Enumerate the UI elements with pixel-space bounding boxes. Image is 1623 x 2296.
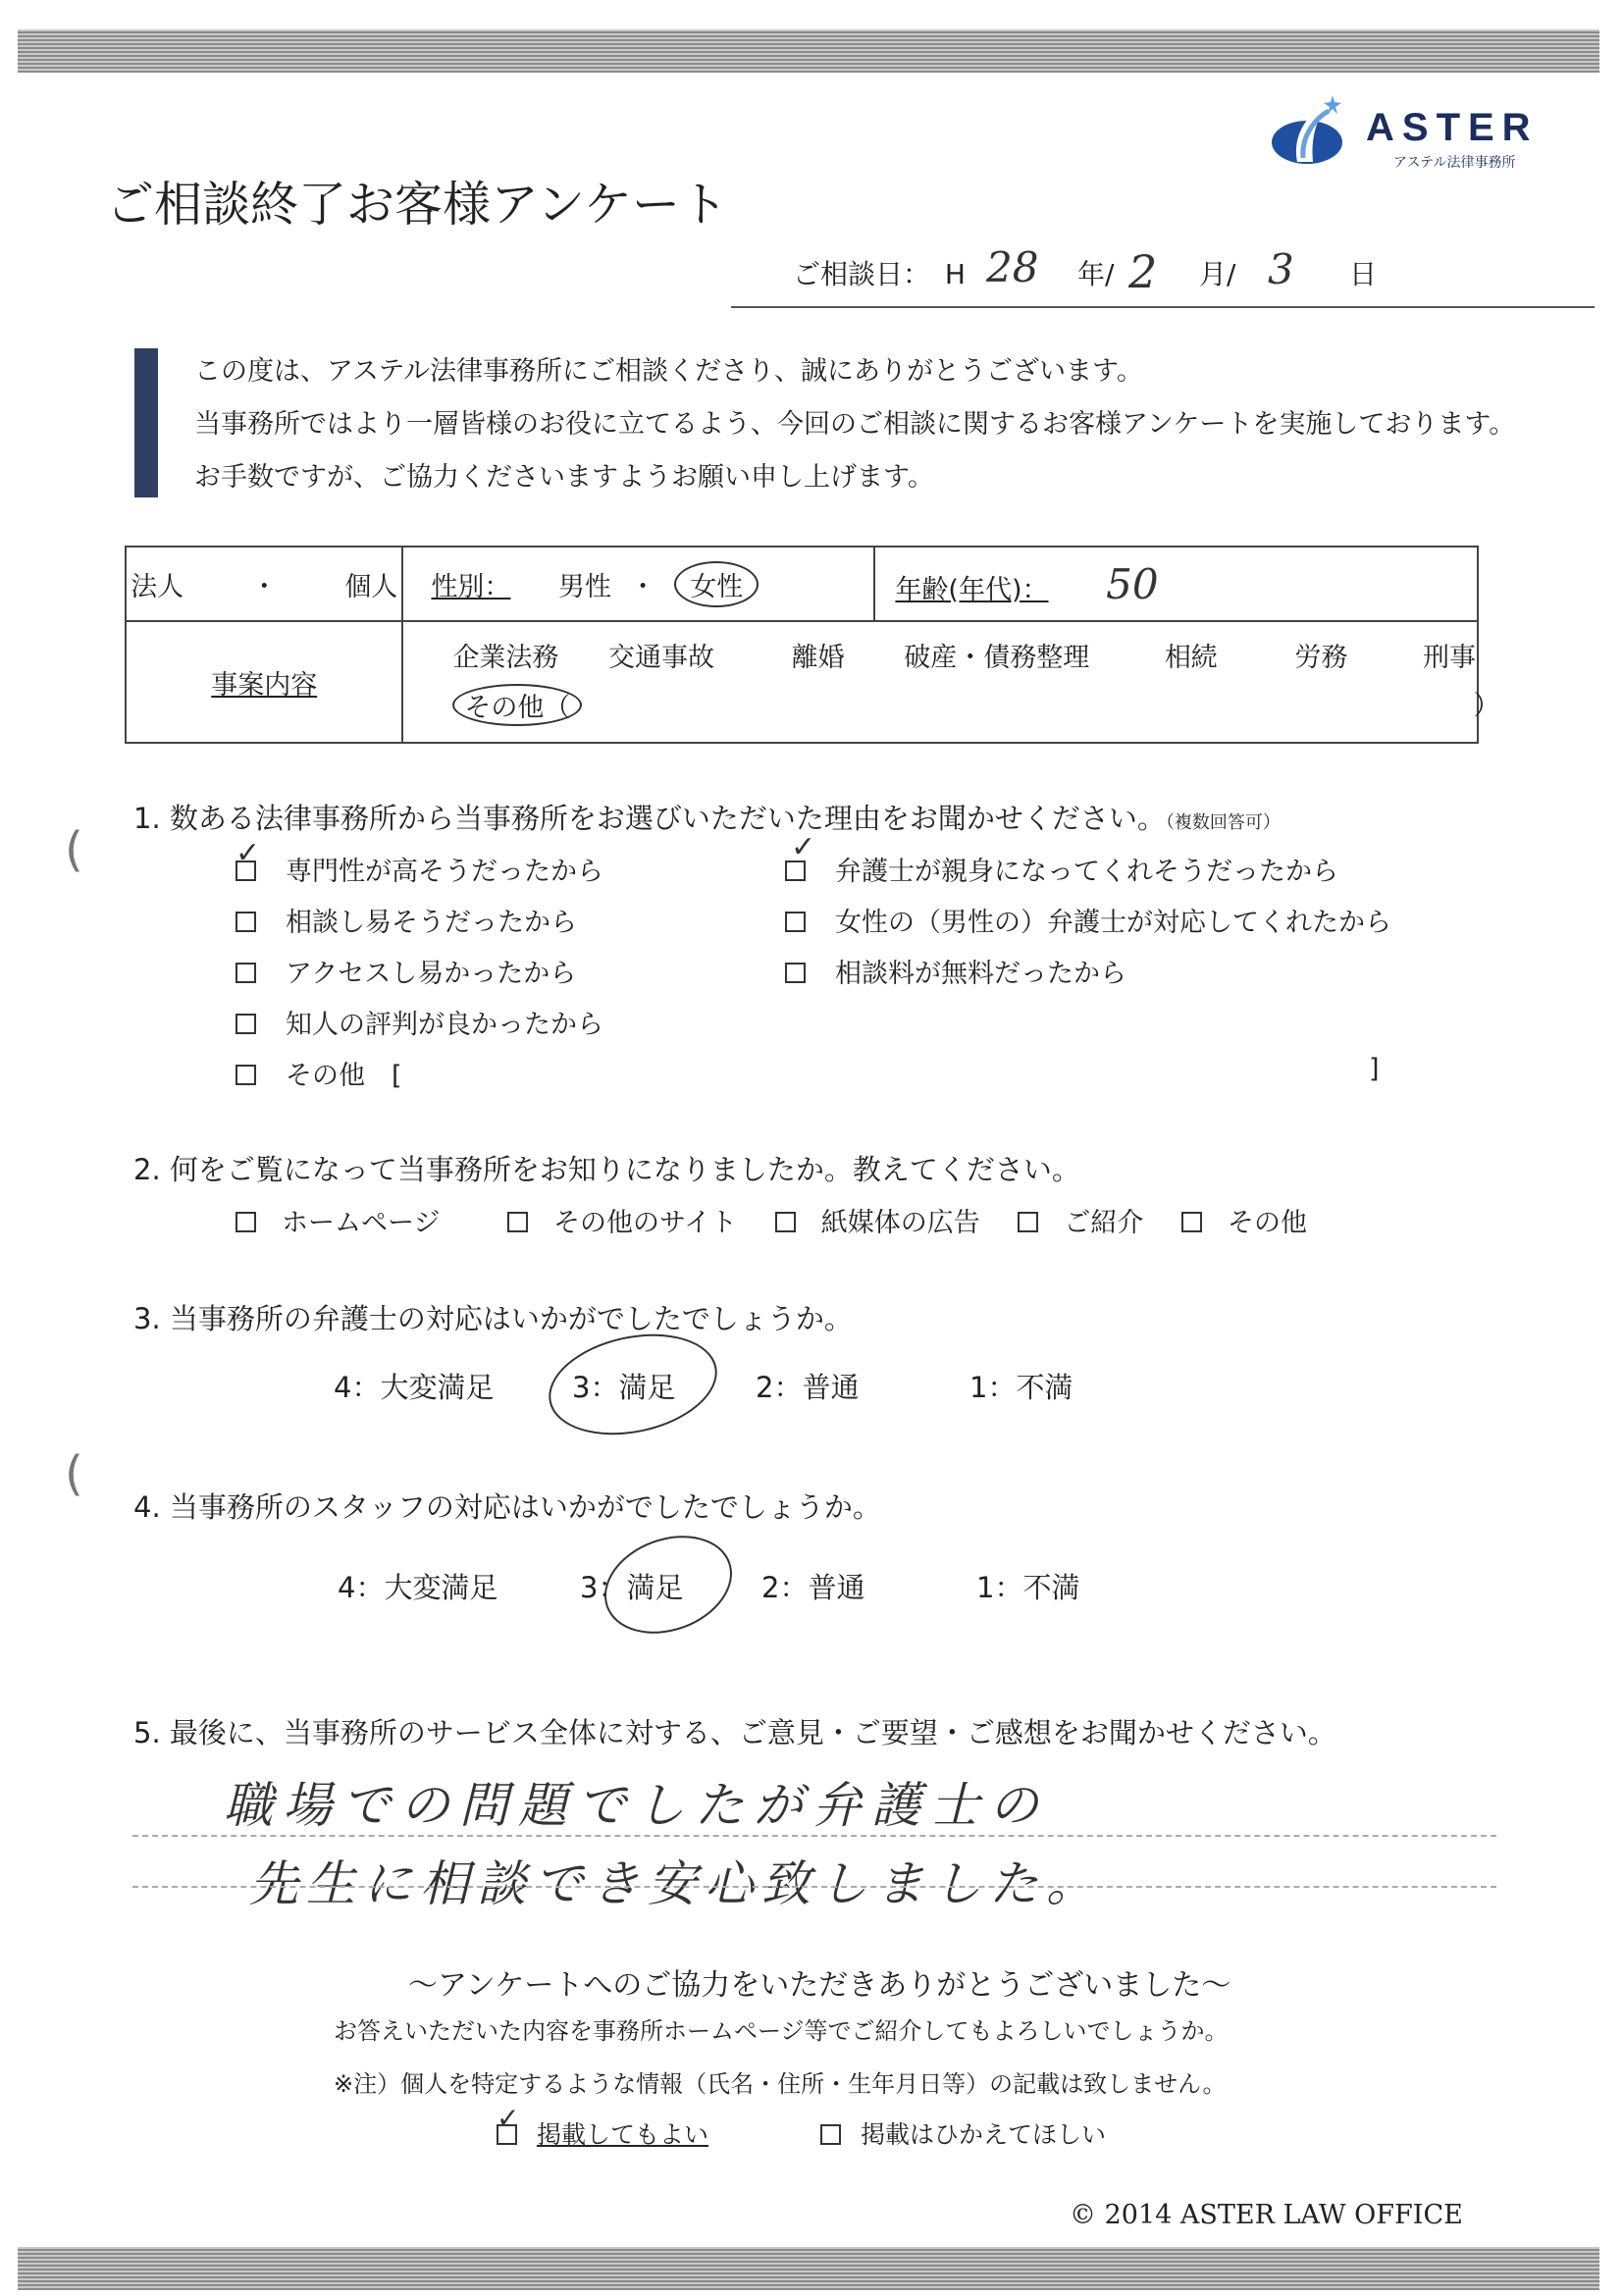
case-other-row — [452, 684, 1500, 726]
case-label: 事案内容 — [211, 669, 318, 701]
q1-option-caring[interactable]: 弁護士が親身になってくれそうだったから — [785, 850, 1338, 888]
checkbox-icon[interactable] — [236, 1065, 256, 1085]
day-unit: 日 — [1349, 258, 1378, 290]
case-type-bankruptcy[interactable]: 破産・債務整理 — [904, 643, 1090, 673]
publish-ok-option[interactable]: 掲載してもよい — [497, 2115, 708, 2151]
case-types-cell — [402, 621, 1500, 743]
case-type-traffic[interactable]: 交通事故 — [608, 643, 715, 673]
case-type-other[interactable]: その他（ — [452, 684, 582, 726]
month-value: 2 — [1128, 245, 1158, 298]
profile-table — [125, 546, 1500, 744]
date-label: ご相談日： — [793, 258, 931, 290]
individual-option[interactable]: 個人 — [344, 571, 398, 602]
punch-hole-mark: ( — [65, 1446, 83, 1501]
top-stripe — [18, 29, 1599, 73]
q2-option-homepage[interactable]: ホームページ — [282, 1208, 441, 1238]
privacy-note: ※注）個人を特定するような情報（氏名・住所・生年月日等）の記載は致しません。 — [334, 2070, 1227, 2098]
case-type-criminal[interactable]: 刑事 — [1423, 643, 1476, 673]
copyright: © 2014 ASTER LAW OFFICE — [1070, 2200, 1463, 2230]
male-option[interactable]: 男性 — [558, 571, 612, 602]
answer-line-divider — [132, 1835, 1496, 1837]
q5-answer-line-2: 先生に相談でき安心致しました。 — [249, 1855, 1103, 1912]
female-option[interactable]: 女性 — [674, 561, 759, 607]
q2-option-other[interactable]: その他 — [1227, 1208, 1307, 1238]
punch-hole-mark: ( — [65, 822, 83, 877]
checkbox-icon[interactable] — [775, 1212, 796, 1232]
era: H — [944, 258, 966, 290]
aster-logo-icon — [1268, 93, 1350, 172]
case-type-row — [452, 636, 1476, 674]
case-type-corporate[interactable]: 企業法務 — [452, 643, 559, 673]
q4-selected-circle — [591, 1519, 746, 1650]
check-mark-icon: ✓ — [497, 2102, 520, 2134]
intro-line-1: この度は、アステル法律事務所にご相談くださり、誠にありがとうございます。 — [194, 356, 1143, 387]
publish-ng-option[interactable]: 掲載はひかえてほしい — [820, 2115, 1106, 2151]
checkbox-icon[interactable] — [820, 2124, 841, 2145]
checkbox-icon[interactable] — [785, 963, 806, 983]
q5-title: 5. 最後に、当事務所のサービス全体に対する、ご意見・ご要望・ご感想をお聞かせください。 — [133, 1716, 1336, 1749]
q2-option-other-site[interactable]: その他のサイト — [553, 1208, 738, 1238]
intro-bar — [134, 348, 158, 497]
q4-title: 4. 当事務所のスタッフの対応はいかがでしたでしょうか。 — [133, 1490, 881, 1524]
publish-question: お答えいただいた内容を事務所ホームページ等でご紹介してもよろしいでしょうか。 — [334, 2017, 1229, 2045]
case-type-labor[interactable]: 労務 — [1294, 643, 1348, 673]
logo-name: ASTER — [1366, 106, 1539, 149]
bottom-stripe — [18, 2247, 1599, 2290]
checkbox-icon[interactable] — [507, 1212, 528, 1232]
q1-option-expertise[interactable]: 専門性が高そうだったから — [236, 850, 603, 888]
checkbox-icon[interactable] — [1018, 1212, 1038, 1232]
q4-rating-4[interactable]: 4：大変満足 — [338, 1571, 498, 1604]
q2-options — [236, 1201, 1307, 1239]
corporate-option[interactable]: 法人 — [131, 571, 184, 602]
checkbox-icon[interactable] — [1181, 1212, 1202, 1232]
q3-rating-3[interactable]: 3：満足 — [572, 1371, 676, 1404]
case-type-divorce[interactable]: 離婚 — [791, 643, 845, 673]
checkbox-icon[interactable] — [236, 1014, 256, 1034]
page-title: ご相談終了お客様アンケート — [106, 177, 729, 233]
q1-option-easy-consult[interactable]: 相談し易そうだったから — [236, 901, 577, 939]
q1-note: （複数回答可） — [1165, 812, 1281, 833]
q1-option-reputation[interactable]: 知人の評判が良かったから — [236, 1003, 603, 1041]
q1-option-access[interactable]: アクセスし易かったから — [236, 952, 576, 990]
case-other-close: ） — [1473, 691, 1500, 721]
month-unit: 月/ — [1199, 258, 1236, 290]
intro-line-3: お手数ですが、ご協力くださいますようお願い申し上げます。 — [194, 462, 934, 493]
year-unit: 年/ — [1077, 258, 1115, 290]
q1-option-free[interactable]: 相談料が無料だったから — [785, 952, 1126, 990]
date-underline — [731, 306, 1595, 308]
q1-option-gender-lawyer[interactable]: 女性の（男性の）弁護士が対応してくれたから — [785, 901, 1391, 939]
q3-rating-2[interactable]: 2：普通 — [756, 1371, 860, 1404]
q5-answer-line-1: 職場での問題でしたが弁護士の — [224, 1777, 1048, 1834]
answer-line-divider — [132, 1886, 1496, 1888]
q2-option-print-ad[interactable]: 紙媒体の広告 — [820, 1208, 980, 1238]
entity-separator: ・ — [250, 571, 278, 602]
q2-option-referral[interactable]: ご紹介 — [1064, 1208, 1144, 1238]
q4-rating-3[interactable]: 3：満足 — [580, 1571, 684, 1604]
thanks-message: ～アンケートへのご協力をいただきありがとうございました～ — [408, 1968, 1231, 2003]
q1-title — [133, 797, 1281, 837]
q4-rating-2[interactable]: 2：普通 — [761, 1571, 865, 1604]
gender-separator: ・ — [629, 571, 656, 602]
q1-option-other[interactable]: その他 [ — [236, 1054, 402, 1092]
check-mark-icon: ✓ — [236, 836, 261, 870]
checkbox-icon[interactable] — [236, 912, 256, 932]
checkbox-icon[interactable] — [785, 912, 806, 932]
day-value: 3 — [1268, 245, 1294, 293]
q3-selected-circle — [540, 1320, 727, 1449]
case-type-inheritance[interactable]: 相続 — [1164, 643, 1218, 673]
q2-title: 2. 何をご覧になって当事務所をお知りになりましたか。教えてください。 — [133, 1153, 1080, 1186]
age-label: 年齢(年代)： — [895, 574, 1049, 605]
checkbox-icon[interactable] — [236, 1212, 256, 1232]
intro-line-2: 当事務所ではより一層皆様のお役に立てるよう、今回のご相談に関するお客様アンケートを実施しております。 — [194, 409, 1516, 440]
gender-label: 性別： — [431, 571, 511, 602]
year-value: 28 — [986, 243, 1039, 291]
gender-cell — [402, 547, 874, 621]
q1-title-text: 1. 数ある法律事務所から当事務所をお選びいただいた理由をお聞かせください。 — [133, 802, 1166, 835]
entity-cell — [126, 547, 402, 621]
age-value: 50 — [1106, 559, 1159, 608]
q4-rating-1[interactable]: 1：不満 — [976, 1571, 1080, 1604]
consult-date — [793, 253, 966, 292]
case-label-cell — [126, 621, 402, 743]
age-cell — [874, 547, 1478, 621]
q1-other-bracket-close: ] — [1369, 1054, 1380, 1084]
check-mark-icon: ✓ — [791, 830, 816, 864]
checkbox-icon[interactable] — [236, 963, 256, 983]
q3-rating-4[interactable]: 4：大変満足 — [334, 1371, 495, 1404]
q3-title: 3. 当事務所の弁護士の対応はいかがでしたでしょうか。 — [133, 1302, 853, 1335]
logo-subtitle: アステル法律事務所 — [1393, 155, 1516, 171]
q3-rating-1[interactable]: 1：不満 — [969, 1371, 1073, 1404]
